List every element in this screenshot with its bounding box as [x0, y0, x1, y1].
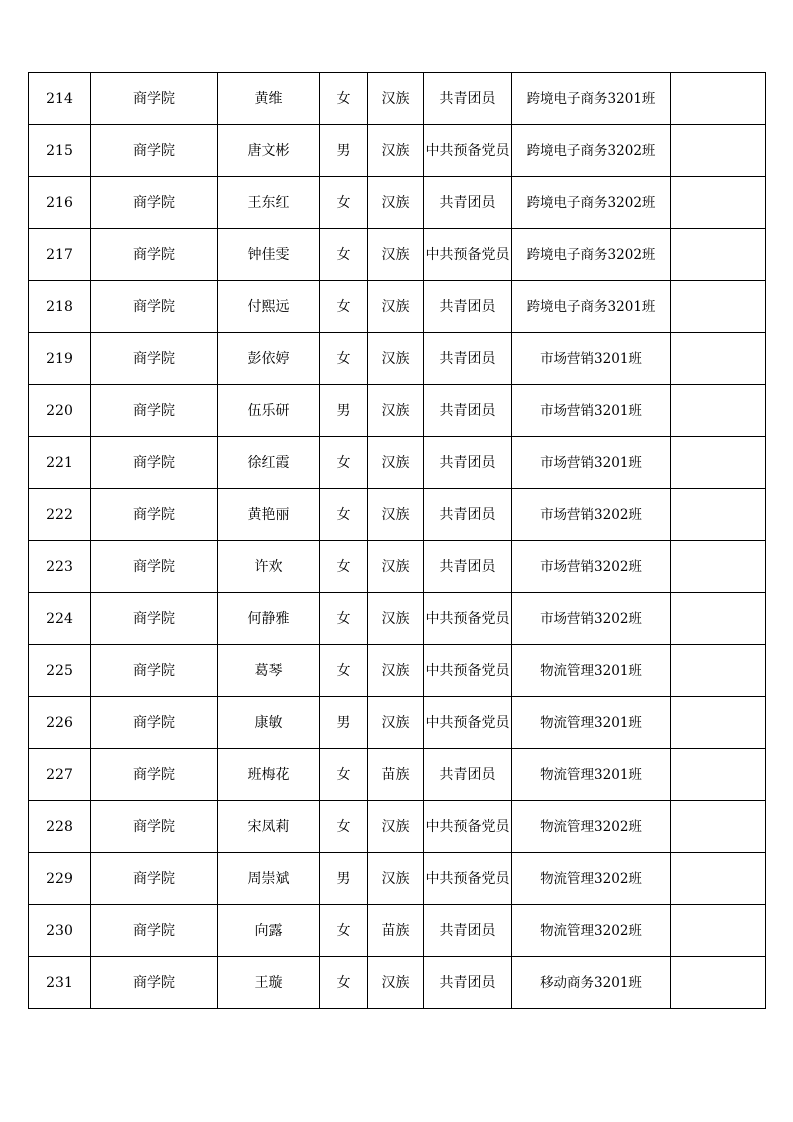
college-cell: 商学院 [91, 541, 218, 593]
class-cell [512, 73, 671, 125]
gender-cell: 男 [320, 697, 368, 749]
college-cell: 商学院 [91, 73, 218, 125]
class-cell [512, 697, 671, 749]
college-cell: 商学院 [91, 749, 218, 801]
college-cell: 商学院 [91, 385, 218, 437]
class-name-text: 跨境电子商务3202班 [526, 246, 656, 263]
student-name-cell: 彭依婷 [218, 333, 320, 385]
college-cell: 商学院 [91, 125, 218, 177]
gender-cell: 女 [320, 645, 368, 697]
political-status-cell: 共青团员 [424, 73, 512, 125]
class-name-text: 市场营销3202班 [540, 506, 642, 523]
political-status-cell: 共青团员 [424, 385, 512, 437]
table-row [29, 281, 766, 333]
political-status-cell: 共青团员 [424, 749, 512, 801]
gender-cell: 女 [320, 541, 368, 593]
gender-cell: 女 [320, 333, 368, 385]
row-number: 225 [29, 645, 91, 697]
ethnicity-cell: 苗族 [368, 749, 424, 801]
table-row [29, 177, 766, 229]
college-cell: 商学院 [91, 801, 218, 853]
row-number: 215 [29, 125, 91, 177]
class-cell [512, 645, 671, 697]
remarks-cell [671, 385, 766, 437]
student-name-cell: 钟佳雯 [218, 229, 320, 281]
ethnicity-cell: 汉族 [368, 333, 424, 385]
remarks-cell [671, 229, 766, 281]
table-row [29, 645, 766, 697]
remarks-cell [671, 593, 766, 645]
row-number: 223 [29, 541, 91, 593]
ethnicity-cell: 汉族 [368, 281, 424, 333]
row-number: 222 [29, 489, 91, 541]
college-cell: 商学院 [91, 229, 218, 281]
row-number: 216 [29, 177, 91, 229]
class-cell [512, 749, 671, 801]
row-number: 214 [29, 73, 91, 125]
ethnicity-cell: 汉族 [368, 645, 424, 697]
gender-cell: 女 [320, 801, 368, 853]
remarks-cell [671, 281, 766, 333]
college-cell: 商学院 [91, 645, 218, 697]
political-status-cell: 共青团员 [424, 957, 512, 1009]
student-roster-table [28, 72, 766, 1009]
remarks-cell [671, 489, 766, 541]
class-name-text: 跨境电子商务3201班 [526, 298, 656, 315]
student-name-cell: 黄艳丽 [218, 489, 320, 541]
gender-cell: 女 [320, 229, 368, 281]
remarks-cell [671, 957, 766, 1009]
class-cell [512, 541, 671, 593]
ethnicity-cell: 汉族 [368, 957, 424, 1009]
political-status-cell: 中共预备党员 [424, 229, 512, 281]
ethnicity-cell: 汉族 [368, 801, 424, 853]
student-name-cell: 王东红 [218, 177, 320, 229]
college-cell: 商学院 [91, 853, 218, 905]
table-row [29, 229, 766, 281]
row-number: 227 [29, 749, 91, 801]
student-name-cell: 徐红霞 [218, 437, 320, 489]
remarks-cell [671, 177, 766, 229]
table-row [29, 957, 766, 1009]
remarks-cell [671, 73, 766, 125]
remarks-cell [671, 645, 766, 697]
roster-body [29, 73, 766, 1009]
class-name-text: 移动商务3201班 [540, 974, 642, 991]
table-row [29, 541, 766, 593]
ethnicity-cell: 汉族 [368, 541, 424, 593]
ethnicity-cell: 汉族 [368, 697, 424, 749]
ethnicity-cell: 苗族 [368, 905, 424, 957]
political-status-cell: 中共预备党员 [424, 645, 512, 697]
college-cell: 商学院 [91, 593, 218, 645]
class-name-text: 市场营销3202班 [540, 558, 642, 575]
class-name-text: 物流管理3202班 [540, 818, 642, 835]
student-name-cell: 许欢 [218, 541, 320, 593]
class-name-text: 跨境电子商务3202班 [526, 194, 656, 211]
row-number: 224 [29, 593, 91, 645]
student-name-cell: 向露 [218, 905, 320, 957]
gender-cell: 男 [320, 125, 368, 177]
table-row [29, 489, 766, 541]
gender-cell: 女 [320, 73, 368, 125]
student-name-cell: 康敏 [218, 697, 320, 749]
class-cell [512, 333, 671, 385]
class-cell [512, 853, 671, 905]
political-status-cell: 中共预备党员 [424, 853, 512, 905]
row-number: 220 [29, 385, 91, 437]
college-cell: 商学院 [91, 281, 218, 333]
student-name-cell: 何静雅 [218, 593, 320, 645]
class-cell [512, 593, 671, 645]
class-cell [512, 489, 671, 541]
political-status-cell: 共青团员 [424, 281, 512, 333]
remarks-cell [671, 333, 766, 385]
student-name-cell: 葛琴 [218, 645, 320, 697]
ethnicity-cell: 汉族 [368, 853, 424, 905]
gender-cell: 女 [320, 489, 368, 541]
remarks-cell [671, 853, 766, 905]
political-status-cell: 共青团员 [424, 333, 512, 385]
college-cell: 商学院 [91, 177, 218, 229]
class-name-text: 物流管理3202班 [540, 870, 642, 887]
row-number: 228 [29, 801, 91, 853]
gender-cell: 女 [320, 437, 368, 489]
row-number: 219 [29, 333, 91, 385]
table-row [29, 333, 766, 385]
row-number: 217 [29, 229, 91, 281]
college-cell: 商学院 [91, 905, 218, 957]
student-name-cell: 周崇斌 [218, 853, 320, 905]
class-cell [512, 281, 671, 333]
ethnicity-cell: 汉族 [368, 125, 424, 177]
class-name-text: 物流管理3201班 [540, 662, 642, 679]
gender-cell: 女 [320, 905, 368, 957]
college-cell: 商学院 [91, 697, 218, 749]
table-row [29, 801, 766, 853]
remarks-cell [671, 697, 766, 749]
student-name-cell: 王璇 [218, 957, 320, 1009]
class-name-text: 市场营销3201班 [540, 454, 642, 471]
class-name-text: 市场营销3201班 [540, 402, 642, 419]
remarks-cell [671, 905, 766, 957]
student-name-cell: 伍乐研 [218, 385, 320, 437]
remarks-cell [671, 749, 766, 801]
gender-cell: 女 [320, 749, 368, 801]
table-row [29, 697, 766, 749]
political-status-cell: 中共预备党员 [424, 801, 512, 853]
ethnicity-cell: 汉族 [368, 489, 424, 541]
row-number: 231 [29, 957, 91, 1009]
row-number: 230 [29, 905, 91, 957]
class-cell [512, 125, 671, 177]
row-number: 221 [29, 437, 91, 489]
ethnicity-cell: 汉族 [368, 73, 424, 125]
class-cell [512, 385, 671, 437]
class-cell [512, 177, 671, 229]
class-cell [512, 229, 671, 281]
table-row [29, 437, 766, 489]
remarks-cell [671, 437, 766, 489]
class-name-text: 市场营销3201班 [540, 350, 642, 367]
gender-cell: 男 [320, 853, 368, 905]
political-status-cell: 中共预备党员 [424, 125, 512, 177]
political-status-cell: 中共预备党员 [424, 697, 512, 749]
political-status-cell: 共青团员 [424, 437, 512, 489]
class-name-text: 市场营销3202班 [540, 610, 642, 627]
gender-cell: 男 [320, 385, 368, 437]
student-name-cell: 黄维 [218, 73, 320, 125]
table-row [29, 385, 766, 437]
ethnicity-cell: 汉族 [368, 437, 424, 489]
political-status-cell: 共青团员 [424, 541, 512, 593]
college-cell: 商学院 [91, 957, 218, 1009]
political-status-cell: 共青团员 [424, 905, 512, 957]
class-cell [512, 801, 671, 853]
college-cell: 商学院 [91, 333, 218, 385]
student-name-cell: 付熙远 [218, 281, 320, 333]
ethnicity-cell: 汉族 [368, 177, 424, 229]
table-row [29, 125, 766, 177]
ethnicity-cell: 汉族 [368, 593, 424, 645]
class-name-text: 物流管理3201班 [540, 714, 642, 731]
political-status-cell: 共青团员 [424, 177, 512, 229]
table-row [29, 749, 766, 801]
table-row [29, 905, 766, 957]
gender-cell: 女 [320, 177, 368, 229]
row-number: 218 [29, 281, 91, 333]
row-number: 226 [29, 697, 91, 749]
class-name-text: 物流管理3201班 [540, 766, 642, 783]
remarks-cell [671, 801, 766, 853]
class-cell [512, 957, 671, 1009]
class-name-text: 物流管理3202班 [540, 922, 642, 939]
class-name-text: 跨境电子商务3201班 [526, 90, 656, 107]
college-cell: 商学院 [91, 437, 218, 489]
remarks-cell [671, 125, 766, 177]
gender-cell: 女 [320, 593, 368, 645]
political-status-cell: 中共预备党员 [424, 593, 512, 645]
class-cell [512, 437, 671, 489]
row-number: 229 [29, 853, 91, 905]
ethnicity-cell: 汉族 [368, 385, 424, 437]
political-status-cell: 共青团员 [424, 489, 512, 541]
class-name-text: 跨境电子商务3202班 [526, 142, 656, 159]
gender-cell: 女 [320, 957, 368, 1009]
table-row [29, 853, 766, 905]
ethnicity-cell: 汉族 [368, 229, 424, 281]
college-cell: 商学院 [91, 489, 218, 541]
gender-cell: 女 [320, 281, 368, 333]
student-name-cell: 班梅花 [218, 749, 320, 801]
table-row [29, 73, 766, 125]
student-name-cell: 唐文彬 [218, 125, 320, 177]
table-row [29, 593, 766, 645]
student-name-cell: 宋凤莉 [218, 801, 320, 853]
class-cell [512, 905, 671, 957]
remarks-cell [671, 541, 766, 593]
